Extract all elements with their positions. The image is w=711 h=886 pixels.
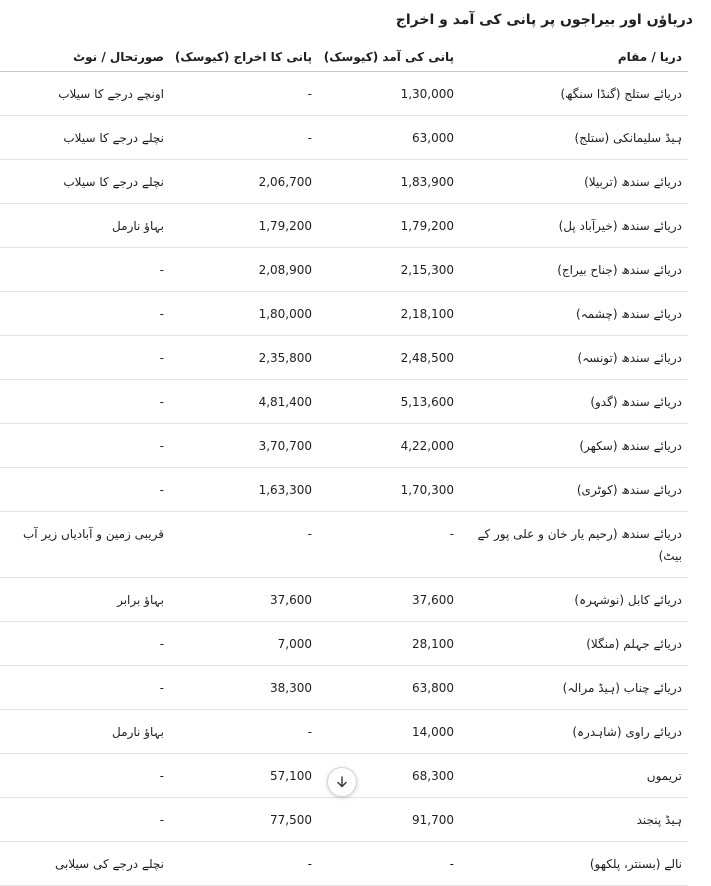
table-row <box>0 116 688 160</box>
cell-status: - <box>0 798 170 842</box>
cell-location: تریموں <box>460 754 688 798</box>
cell-status: بہاؤ نارمل <box>0 710 170 754</box>
cell-location: ہیڈ سلیمانکی (ستلج) <box>460 116 688 160</box>
table-row <box>0 842 688 886</box>
cell-location: نالے (بسنتر، پلکھو) <box>460 842 688 886</box>
cell-location: دریائے ستلج (گنڈا سنگھ) <box>460 72 688 116</box>
cell-location: دریائے سندھ (کوٹری) <box>460 468 688 512</box>
cell-inflow: 1,70,300 <box>318 468 460 512</box>
scroll-down-button[interactable] <box>327 767 357 797</box>
cell-outflow: - <box>170 116 318 160</box>
header-outflow: پانی کا اخراج (کیوسک) <box>170 42 318 72</box>
table-row <box>0 336 688 380</box>
cell-status: نچلے درجے کی سیلابی <box>0 842 170 886</box>
header-inflow: پانی کی آمد (کیوسک) <box>318 42 460 72</box>
cell-status: - <box>0 380 170 424</box>
table-row <box>0 424 688 468</box>
table-row <box>0 160 688 204</box>
cell-outflow: 4,81,400 <box>170 380 318 424</box>
table-row <box>0 248 688 292</box>
cell-location: دریائے چناب (ہیڈ مرالہ) <box>460 666 688 710</box>
cell-status: - <box>0 424 170 468</box>
cell-outflow: 1,63,300 <box>170 468 318 512</box>
cell-inflow: 37,600 <box>318 578 460 622</box>
cell-status: بہاؤ نارمل <box>0 204 170 248</box>
cell-outflow: - <box>170 72 318 116</box>
cell-inflow: 63,000 <box>318 116 460 160</box>
cell-location: دریائے کابل (نوشہرہ) <box>460 578 688 622</box>
cell-outflow: 38,300 <box>170 666 318 710</box>
cell-outflow: 1,80,000 <box>170 292 318 336</box>
cell-inflow: 1,30,000 <box>318 72 460 116</box>
cell-status: - <box>0 292 170 336</box>
cell-outflow: 2,08,900 <box>170 248 318 292</box>
cell-inflow: 2,15,300 <box>318 248 460 292</box>
cell-location: دریائے سندھ (جناح بیراج) <box>460 248 688 292</box>
table-title: دریاؤں اور بیراجوں پر پانی کی آمد و اخراج <box>395 12 693 28</box>
cell-outflow: 57,100 <box>170 754 318 798</box>
cell-status: - <box>0 336 170 380</box>
table-row <box>0 292 688 336</box>
table-body <box>0 72 688 886</box>
cell-status: - <box>0 622 170 666</box>
cell-outflow: 2,06,700 <box>170 160 318 204</box>
cell-outflow: 3,70,700 <box>170 424 318 468</box>
cell-inflow: 2,18,100 <box>318 292 460 336</box>
table-row <box>0 798 688 842</box>
cell-inflow: 1,79,200 <box>318 204 460 248</box>
table-header-row <box>0 42 688 72</box>
cell-outflow: - <box>170 512 318 578</box>
table-row <box>0 666 688 710</box>
cell-inflow: 5,13,600 <box>318 380 460 424</box>
table-row <box>0 468 688 512</box>
cell-status: - <box>0 248 170 292</box>
cell-outflow: 7,000 <box>170 622 318 666</box>
cell-status: نچلے درجے کا سیلاب <box>0 160 170 204</box>
cell-location: دریائے سندھ (تربیلا) <box>460 160 688 204</box>
flow-table <box>0 42 688 886</box>
cell-location: دریائے سندھ (تونسہ) <box>460 336 688 380</box>
header-location: دریا / مقام <box>460 42 688 72</box>
cell-inflow: 28,100 <box>318 622 460 666</box>
arrow-down-icon <box>335 775 349 789</box>
cell-status: - <box>0 754 170 798</box>
cell-location: دریائے سندھ (خیرآباد پل) <box>460 204 688 248</box>
cell-location: دریائے سندھ (گدو) <box>460 380 688 424</box>
cell-location: دریائے سندھ (رحیم یار خان و علی پور کے بیٹ) <box>460 512 688 578</box>
cell-inflow: 63,800 <box>318 666 460 710</box>
cell-outflow: 77,500 <box>170 798 318 842</box>
cell-location: دریائے جہلم (منگلا) <box>460 622 688 666</box>
table-row <box>0 578 688 622</box>
header-status: صورتحال / نوٹ <box>0 42 170 72</box>
table-row <box>0 512 688 578</box>
cell-location: دریائے سندھ (چشمہ) <box>460 292 688 336</box>
cell-status: بہاؤ برابر <box>0 578 170 622</box>
table-row <box>0 622 688 666</box>
cell-inflow: 2,48,500 <box>318 336 460 380</box>
table-row <box>0 380 688 424</box>
table-row <box>0 204 688 248</box>
cell-location: ہیڈ پنجند <box>460 798 688 842</box>
cell-inflow: 1,83,900 <box>318 160 460 204</box>
cell-outflow: 2,35,800 <box>170 336 318 380</box>
cell-outflow: 37,600 <box>170 578 318 622</box>
cell-status: - <box>0 666 170 710</box>
cell-outflow: - <box>170 842 318 886</box>
table-row <box>0 72 688 116</box>
cell-inflow: - <box>318 842 460 886</box>
cell-inflow: 91,700 <box>318 798 460 842</box>
cell-status: - <box>0 468 170 512</box>
cell-status: قریبی زمین و آبادیاں زیر آب <box>0 512 170 578</box>
cell-location: دریائے راوی (شاہدرہ) <box>460 710 688 754</box>
cell-status: اونچے درجے کا سیلاب <box>0 72 170 116</box>
cell-status: نچلے درجے کا سیلاب <box>0 116 170 160</box>
cell-inflow: 68,300 <box>318 754 460 798</box>
cell-inflow: - <box>318 512 460 578</box>
table-row <box>0 710 688 754</box>
cell-location: دریائے سندھ (سکھر) <box>460 424 688 468</box>
cell-outflow: 1,79,200 <box>170 204 318 248</box>
cell-inflow: 4,22,000 <box>318 424 460 468</box>
cell-outflow: - <box>170 710 318 754</box>
cell-inflow: 14,000 <box>318 710 460 754</box>
